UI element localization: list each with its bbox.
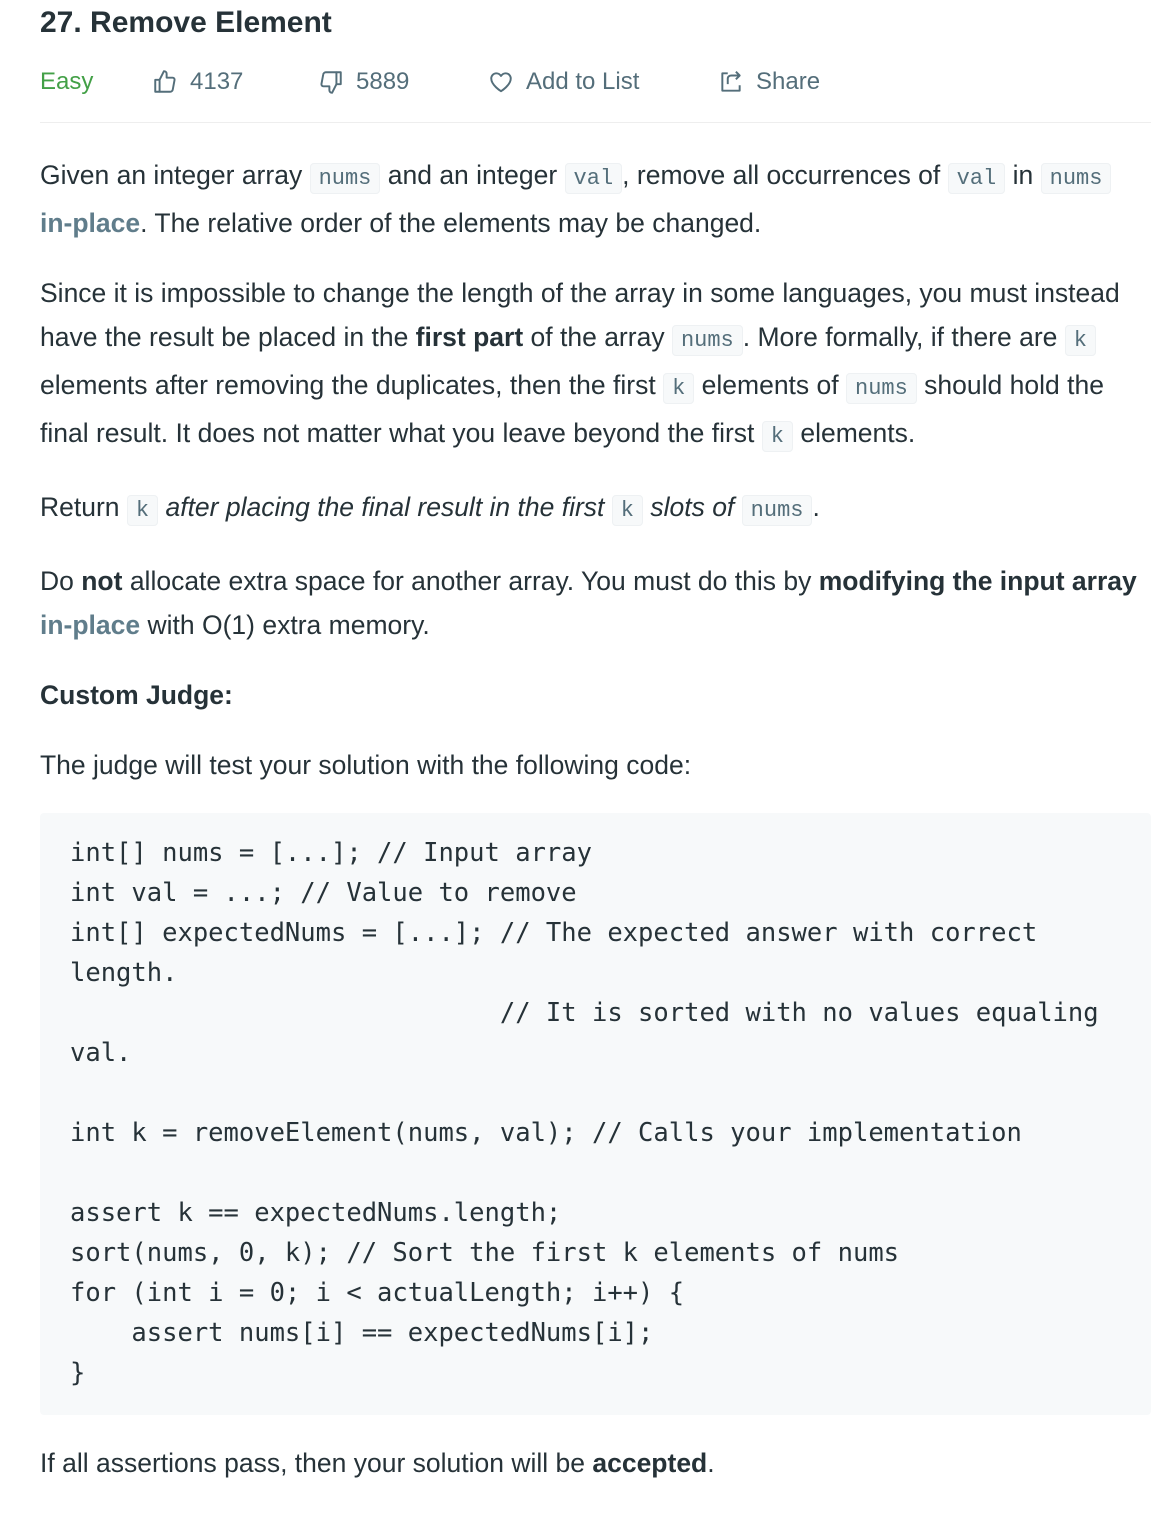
inline-code: nums — [1041, 163, 1112, 194]
problem-description — [40, 153, 1151, 1485]
in-place-link[interactable]: in-place — [40, 610, 141, 640]
description-paragraph-2: Since it is impossible to change the length of the array in some languages, you must instead have the result be placed in the first part of the array nums . More formally, if there are k elements after removing the duplicates, then the first k elements of nums should hold the final result. It does not matter what you leave beyond the first k elements. — [40, 271, 1151, 459]
thumbs-down-icon — [318, 69, 344, 95]
heart-icon — [488, 69, 514, 95]
inline-code: k — [1065, 325, 1096, 356]
like-count: 4137 — [190, 68, 244, 95]
inline-code: val — [948, 163, 1006, 194]
share-label: Share — [756, 68, 821, 95]
inline-code: k — [663, 373, 694, 404]
problem-toolbar — [40, 56, 1151, 123]
inline-code: nums — [672, 325, 743, 356]
like-button[interactable] — [152, 68, 318, 96]
description-paragraph-last: If all assertions pass, then your solution will be accepted. — [40, 1448, 715, 1478]
inline-code: nums — [310, 163, 381, 194]
dislike-count: 5889 — [356, 68, 410, 95]
description-paragraph-4: Do not allocate extra space for another array. You must do this by modifying the input array in-place with O(1) extra memory. — [40, 566, 1137, 640]
inline-code: k — [612, 495, 643, 526]
problem-title: 27. Remove Element — [40, 6, 332, 39]
judge-intro: The judge will test your solution with the following code: — [40, 750, 692, 780]
thumbs-up-icon — [152, 69, 178, 95]
inline-code: nums — [846, 373, 917, 404]
description-paragraph-3: Return k after placing the final result in the first k slots of nums . — [40, 485, 1151, 533]
share-icon — [718, 69, 744, 95]
dislike-button[interactable] — [318, 68, 488, 96]
judge-code-block: int[] nums = [...]; // Input array int val = ...; // Value to remove int[] expectedNums = [...]; // The expected answer with correct length. // It is sorted with no values equaling val. int k = removeElement(nums, val); // Calls your implementation assert k == expectedNums.length; sort(nums, 0, k); // Sort the first k elements of nums for (int i = 0; i < actualLength; i++) { assert nums[i] == expectedNums[i]; } — [40, 813, 1151, 1415]
difficulty-badge: Easy — [40, 68, 94, 95]
share-button[interactable] — [718, 68, 918, 96]
description-paragraph-1: Given an integer array nums and an integer val , remove all occurrences of val in nums in-place. The relative order of the elements may be changed. — [40, 153, 1151, 245]
add-to-list-button[interactable] — [488, 68, 718, 96]
inline-code: val — [565, 163, 623, 194]
inline-code: k — [127, 495, 158, 526]
custom-judge-heading: Custom Judge: — [40, 680, 233, 710]
add-to-list-label: Add to List — [526, 68, 640, 95]
in-place-link[interactable]: in-place — [40, 208, 141, 238]
inline-code: k — [762, 421, 793, 452]
inline-code: nums — [742, 495, 813, 526]
